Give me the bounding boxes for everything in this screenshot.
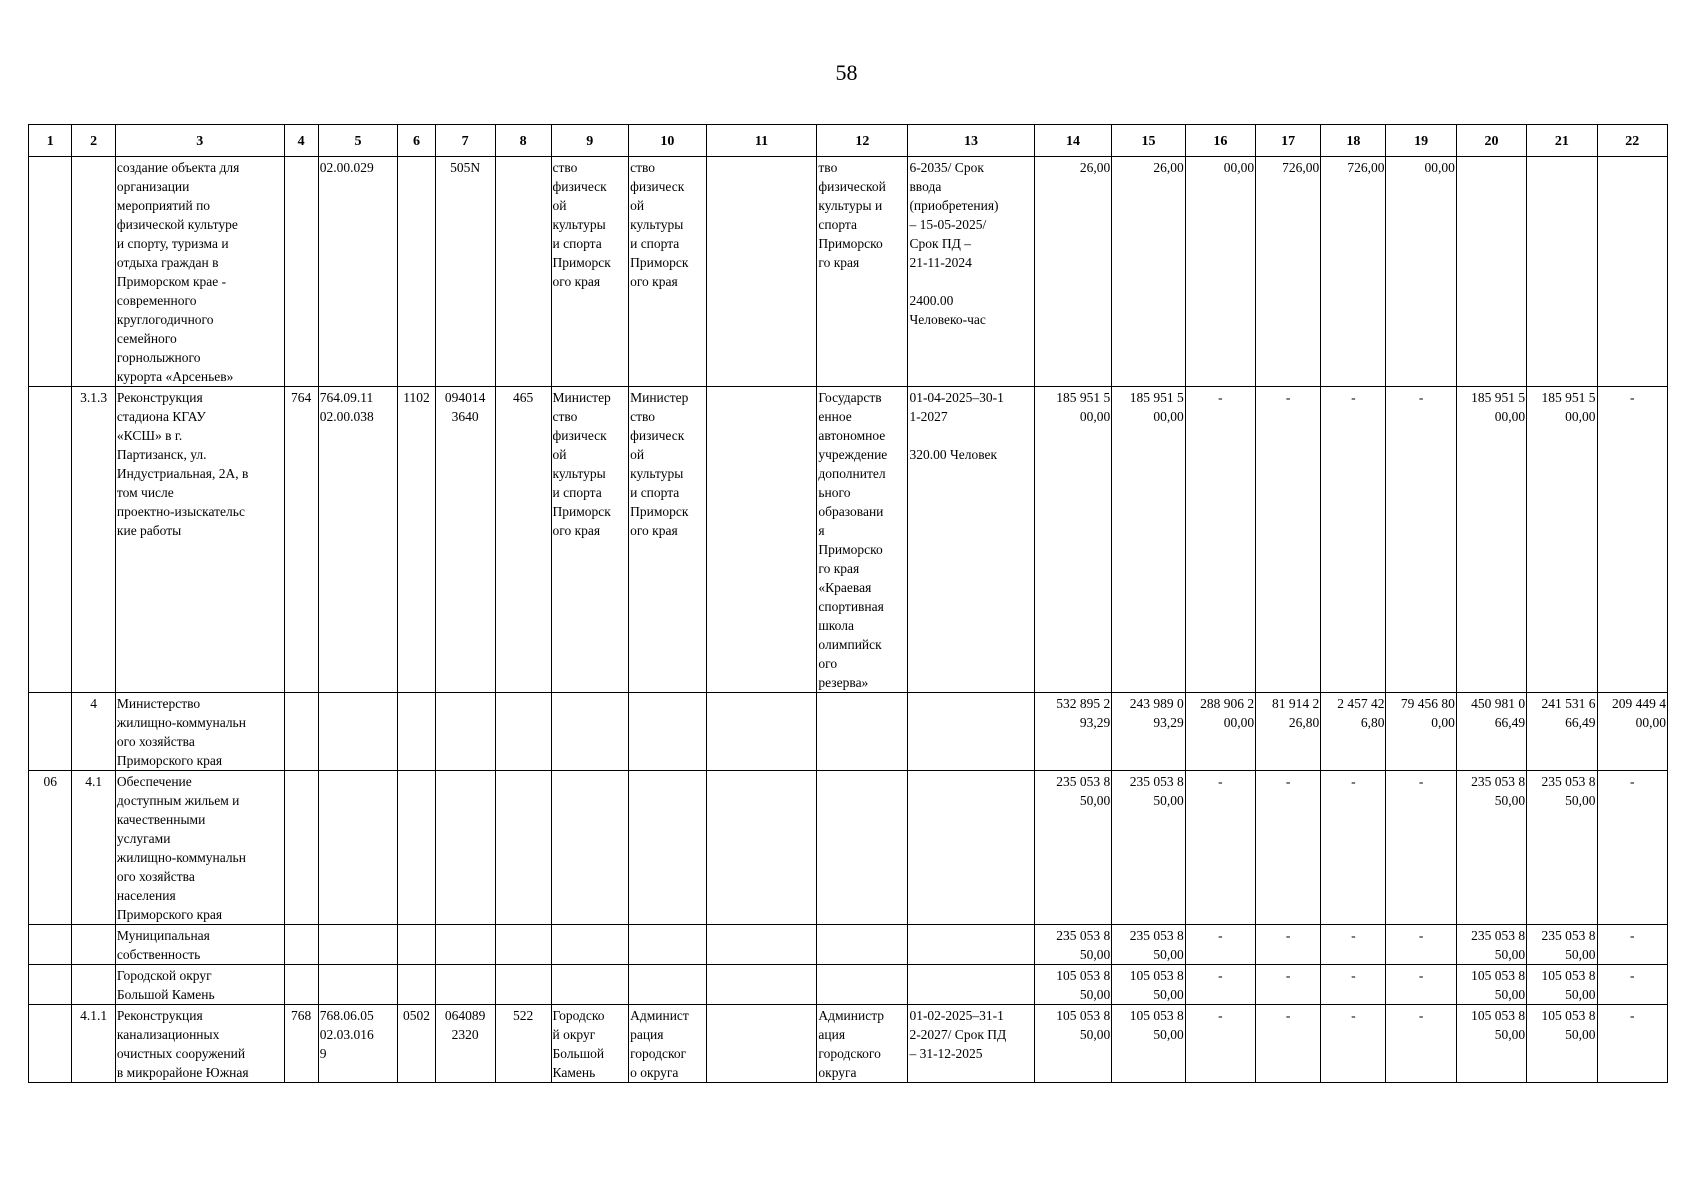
table-row (29, 1005, 1668, 1083)
header-row (29, 125, 1668, 157)
table-cell: Городско й округ Большой Камень (551, 1005, 629, 1083)
table-cell (72, 965, 115, 1005)
table-cell: - (1185, 771, 1255, 925)
table-cell (72, 925, 115, 965)
table-cell (495, 771, 551, 925)
table-cell: 01-02-2025–31-1 2-2027/ Срок ПД – 31-12-2025 (908, 1005, 1034, 1083)
table-cell: - (1386, 925, 1456, 965)
table-cell: 00,00 (1386, 157, 1456, 387)
table-cell: - (1386, 1005, 1456, 1083)
table-cell: 185 951 5 00,00 (1527, 387, 1597, 693)
table-cell (495, 925, 551, 965)
table-cell (629, 965, 707, 1005)
table-cell: - (1597, 1005, 1667, 1083)
table-cell (1527, 157, 1597, 387)
table-cell (398, 925, 435, 965)
table-cell: 064089 2320 (435, 1005, 495, 1083)
table-cell: - (1185, 965, 1255, 1005)
table-cell: 4.1 (72, 771, 115, 925)
table-cell: 465 (495, 387, 551, 693)
table-cell: 185 951 5 00,00 (1456, 387, 1526, 693)
table-cell: 764.09.11 02.00.038 (318, 387, 398, 693)
table-cell: Админист рация городског о округа (629, 1005, 707, 1083)
header-cell: 14 (1034, 125, 1112, 157)
table-cell: - (1256, 771, 1321, 925)
table-cell (706, 387, 817, 693)
header-cell: 1 (29, 125, 72, 157)
table-cell (706, 771, 817, 925)
table-cell: 235 053 8 50,00 (1034, 771, 1112, 925)
table-cell (435, 771, 495, 925)
table-cell: 26,00 (1034, 157, 1112, 387)
table-cell: 235 053 8 50,00 (1456, 925, 1526, 965)
table-cell: 235 053 8 50,00 (1034, 925, 1112, 965)
header-cell: 3 (115, 125, 284, 157)
header-cell: 4 (284, 125, 318, 157)
table-cell (817, 925, 908, 965)
table-cell (29, 1005, 72, 1083)
table-cell: 02.00.029 (318, 157, 398, 387)
table-cell (706, 157, 817, 387)
table-cell (551, 771, 629, 925)
table-cell: 235 053 8 50,00 (1527, 925, 1597, 965)
table-cell: Муниципальная собственность (115, 925, 284, 965)
table-cell: 105 053 8 50,00 (1112, 1005, 1185, 1083)
table-cell (817, 771, 908, 925)
header-cell: 10 (629, 125, 707, 157)
table-cell: - (1321, 925, 1386, 965)
table-cell: - (1386, 965, 1456, 1005)
table-cell: 105 053 8 50,00 (1034, 1005, 1112, 1083)
header-cell: 9 (551, 125, 629, 157)
table-cell (908, 693, 1034, 771)
table-cell: тво физической культуры и спорта Приморско го края (817, 157, 908, 387)
table-cell: 4.1.1 (72, 1005, 115, 1083)
header-cell: 12 (817, 125, 908, 157)
table-cell: Администр ация городского округа (817, 1005, 908, 1083)
table-cell: Реконструкция стадиона КГАУ «КСШ» в г. Партизанск, ул. Индустриальная, 2А, в том числе проектно-изыскательс кие работы (115, 387, 284, 693)
table-cell (284, 693, 318, 771)
table-cell (29, 693, 72, 771)
table-cell: - (1256, 387, 1321, 693)
table-cell (1456, 157, 1526, 387)
table-cell (284, 965, 318, 1005)
table-cell (398, 771, 435, 925)
table-cell: Министер ство физическ ой культуры и спорта Приморск ого края (629, 387, 707, 693)
page-number: 58 (835, 60, 858, 85)
table-cell: 105 053 8 50,00 (1527, 1005, 1597, 1083)
table-row (29, 693, 1668, 771)
table-cell (29, 925, 72, 965)
table-cell: 235 053 8 50,00 (1456, 771, 1526, 925)
header-cell: 5 (318, 125, 398, 157)
header-cell: 2 (72, 125, 115, 157)
table-cell: Министерство жилищно-коммунальн ого хозяйства Приморского края (115, 693, 284, 771)
table-cell: 0502 (398, 1005, 435, 1083)
table-cell (435, 965, 495, 1005)
header-cell: 19 (1386, 125, 1456, 157)
table-cell: - (1185, 387, 1255, 693)
table-cell: 3.1.3 (72, 387, 115, 693)
table-cell (1597, 157, 1667, 387)
table-row (29, 965, 1668, 1005)
table-row (29, 771, 1668, 925)
table-cell (551, 965, 629, 1005)
table-cell: 726,00 (1256, 157, 1321, 387)
table-cell: 209 449 4 00,00 (1597, 693, 1667, 771)
table-cell: 235 053 8 50,00 (1527, 771, 1597, 925)
table-cell: 241 531 6 66,49 (1527, 693, 1597, 771)
table-cell (706, 925, 817, 965)
table-cell: Государств енное автономное учреждение дополнител ьного образовани я Приморско го края «Краевая спортивная школа олимпийск ого резерва» (817, 387, 908, 693)
table-cell: Министер ство физическ ой культуры и спорта Приморск ого края (551, 387, 629, 693)
table-cell (706, 693, 817, 771)
table-cell (398, 965, 435, 1005)
table-cell (318, 771, 398, 925)
budget-table (28, 124, 1668, 1083)
table-cell: - (1597, 925, 1667, 965)
table-cell: 094014 3640 (435, 387, 495, 693)
table-cell: - (1321, 1005, 1386, 1083)
table-cell (318, 925, 398, 965)
table-cell: 726,00 (1321, 157, 1386, 387)
table-cell: 243 989 0 93,29 (1112, 693, 1185, 771)
table-cell: - (1386, 771, 1456, 925)
table-cell: 288 906 2 00,00 (1185, 693, 1255, 771)
table-cell: 2 457 42 6,80 (1321, 693, 1386, 771)
table-cell (435, 925, 495, 965)
table-cell: 06 (29, 771, 72, 925)
table-cell: 522 (495, 1005, 551, 1083)
table-cell (284, 925, 318, 965)
table-cell (629, 925, 707, 965)
header-cell: 22 (1597, 125, 1667, 157)
table-cell: 532 895 2 93,29 (1034, 693, 1112, 771)
table-cell: - (1256, 925, 1321, 965)
header-cell: 6 (398, 125, 435, 157)
table-cell (398, 157, 435, 387)
table-cell: 01-04-2025–30-1 1-2027 320.00 Человек (908, 387, 1034, 693)
table-cell (908, 965, 1034, 1005)
table-cell (629, 693, 707, 771)
table-row (29, 157, 1668, 387)
header-cell: 20 (1456, 125, 1526, 157)
table-cell: 768 (284, 1005, 318, 1083)
table-cell: - (1386, 387, 1456, 693)
table-cell: - (1597, 387, 1667, 693)
table-cell: 185 951 5 00,00 (1112, 387, 1185, 693)
table-cell (551, 693, 629, 771)
table-cell: 1102 (398, 387, 435, 693)
header-cell: 13 (908, 125, 1034, 157)
table-cell: ство физическ ой культуры и спорта Приморск ого края (629, 157, 707, 387)
table-cell: - (1597, 965, 1667, 1005)
table-cell: 79 456 80 0,00 (1386, 693, 1456, 771)
table-cell (551, 925, 629, 965)
table-cell: - (1256, 965, 1321, 1005)
table-cell (495, 693, 551, 771)
table-cell: 768.06.05 02.03.016 9 (318, 1005, 398, 1083)
table-cell: 6-2035/ Срок ввода (приобретения) – 15-05-2025/ Срок ПД – 21-11-2024 2400.00 Человеко-час (908, 157, 1034, 387)
header-cell: 11 (706, 125, 817, 157)
table-cell: - (1321, 965, 1386, 1005)
table-cell: - (1256, 1005, 1321, 1083)
table-cell (817, 693, 908, 771)
table-cell: 105 053 8 50,00 (1034, 965, 1112, 1005)
table-cell (495, 965, 551, 1005)
table-cell: Реконструкция канализационных очистных сооружений в микрорайоне Южная (115, 1005, 284, 1083)
table-cell: 764 (284, 387, 318, 693)
table-cell (284, 157, 318, 387)
table-cell (318, 693, 398, 771)
table-cell (706, 965, 817, 1005)
table-cell: 4 (72, 693, 115, 771)
header-cell: 21 (1527, 125, 1597, 157)
table-row (29, 387, 1668, 693)
header-cell: 17 (1256, 125, 1321, 157)
table-row (29, 925, 1668, 965)
table-cell: - (1185, 1005, 1255, 1083)
table-cell: - (1321, 771, 1386, 925)
table-cell: 105 053 8 50,00 (1112, 965, 1185, 1005)
header-cell: 16 (1185, 125, 1255, 157)
table-cell (29, 157, 72, 387)
table-cell: ство физическ ой культуры и спорта Приморск ого края (551, 157, 629, 387)
table-cell: 81 914 2 26,80 (1256, 693, 1321, 771)
table-cell: - (1597, 771, 1667, 925)
table-cell: 00,00 (1185, 157, 1255, 387)
table-cell: 235 053 8 50,00 (1112, 925, 1185, 965)
header-cell: 8 (495, 125, 551, 157)
header-cell: 15 (1112, 125, 1185, 157)
table-cell: 105 053 8 50,00 (1456, 965, 1526, 1005)
table-cell: 235 053 8 50,00 (1112, 771, 1185, 925)
table-cell: 105 053 8 50,00 (1456, 1005, 1526, 1083)
table-cell (435, 693, 495, 771)
table-cell: - (1321, 387, 1386, 693)
table-cell (318, 965, 398, 1005)
table-cell (908, 771, 1034, 925)
table-cell: - (1185, 925, 1255, 965)
table-cell: Городской округ Большой Камень (115, 965, 284, 1005)
table-cell (398, 693, 435, 771)
table-cell (817, 965, 908, 1005)
table-cell: 450 981 0 66,49 (1456, 693, 1526, 771)
table-cell (629, 771, 707, 925)
table-cell (284, 771, 318, 925)
table-cell (908, 925, 1034, 965)
table-cell: создание объекта для организации мероприятий по физической культуре и спорту, туризма и отдыха граждан в Приморском крае - современного круглогодичного семейного горнолыжного курорта «Арсеньев» (115, 157, 284, 387)
table-cell: 26,00 (1112, 157, 1185, 387)
table-cell: 185 951 5 00,00 (1034, 387, 1112, 693)
table-cell (29, 387, 72, 693)
table-cell: 505N (435, 157, 495, 387)
table-cell: Обеспечение доступным жильем и качественными услугами жилищно-коммунальн ого хозяйства населения Приморского края (115, 771, 284, 925)
header-cell: 7 (435, 125, 495, 157)
table-cell (706, 1005, 817, 1083)
table-cell (72, 157, 115, 387)
header-cell: 18 (1321, 125, 1386, 157)
table-cell: 105 053 8 50,00 (1527, 965, 1597, 1005)
table-cell (29, 965, 72, 1005)
table-cell (495, 157, 551, 387)
